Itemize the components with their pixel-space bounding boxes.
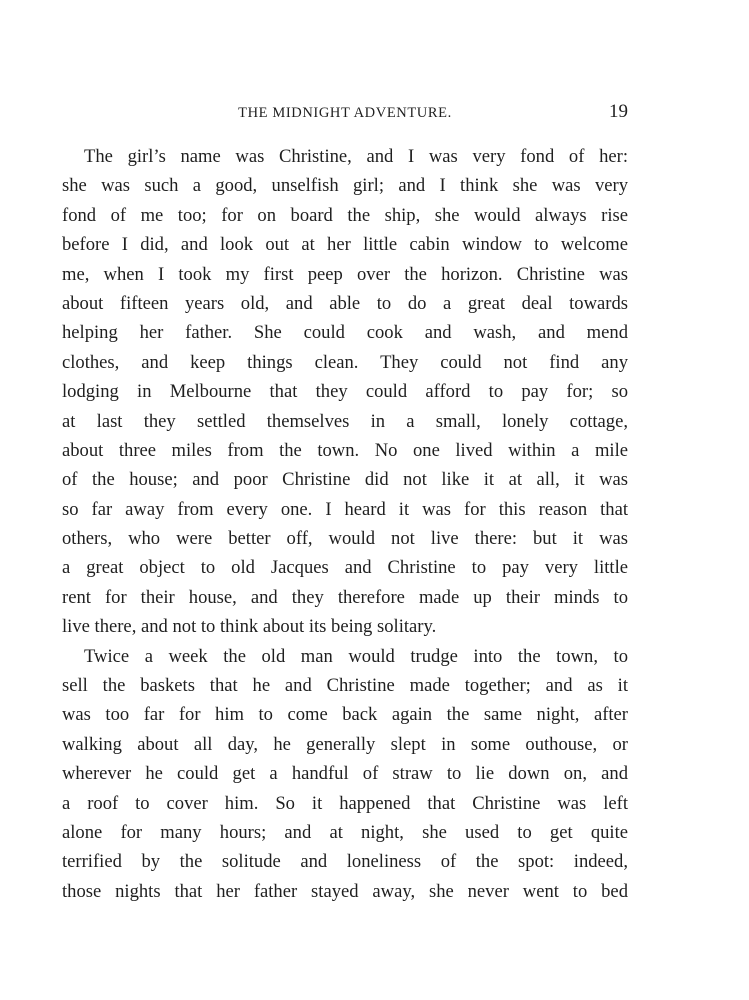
text-line: The girl’s name was Christine, and I was very fond of her: bbox=[84, 146, 628, 167]
text-line: live there, and not to think about its being solitary. bbox=[62, 616, 437, 638]
text-line: terrified by the solitude and loneliness of the spot: indeed, bbox=[62, 851, 628, 873]
text-line: those nights that her father stayed away, she never went to bed bbox=[62, 880, 628, 902]
text-line: clothes, and keep things clean. They could not find any bbox=[62, 351, 628, 373]
text-line: about three miles from the town. No one lived within a mile bbox=[62, 439, 628, 461]
text-line: so far away from every one. I heard it was for this reason that bbox=[62, 498, 628, 520]
body-text bbox=[62, 142, 628, 906]
text-line: a roof to cover him. So it happened that Christine was left bbox=[62, 792, 628, 814]
running-head bbox=[62, 101, 628, 125]
text-line: helping her father. She could cook and wash, and mend bbox=[62, 322, 628, 344]
text-line: alone for many hours; and at night, she used to get quite bbox=[62, 821, 628, 843]
text-line: of the house; and poor Christine did not like it at all, it was bbox=[62, 469, 628, 491]
text-line: walking about all day, he generally slept in some outhouse, or bbox=[62, 733, 628, 755]
text-line: rent for their house, and they therefore made up their minds to bbox=[62, 586, 628, 608]
text-line: others, who were better off, would not live there: but it was bbox=[62, 528, 628, 550]
running-title: THE MIDNIGHT ADVENTURE. bbox=[238, 105, 452, 121]
text-line: sell the baskets that he and Christine made together; and as it bbox=[62, 675, 628, 697]
text-line: about fifteen years old, and able to do a great deal towards bbox=[62, 292, 628, 314]
text-line: was too far for him to come back again the same night, after bbox=[62, 704, 628, 726]
text-line: she was such a good, unselfish girl; and I think she was very bbox=[62, 175, 628, 197]
text-line: before I did, and look out at her little cabin window to welcome bbox=[62, 234, 628, 256]
text-line: me, when I took my first peep over the horizon. Christine was bbox=[62, 263, 628, 285]
page-number: 19 bbox=[609, 101, 628, 122]
text-line: at last they settled themselves in a small, lonely cottage, bbox=[62, 410, 628, 432]
text-line: lodging in Melbourne that they could afford to pay for; so bbox=[62, 381, 628, 403]
text-line: Twice a week the old man would trudge into the town, to bbox=[84, 645, 628, 667]
text-line: wherever he could get a handful of straw to lie down on, and bbox=[62, 763, 628, 785]
text-line: fond of me too; for on board the ship, she would always rise bbox=[62, 204, 628, 226]
text-line: a great object to old Jacques and Christine to pay very little bbox=[62, 557, 628, 579]
